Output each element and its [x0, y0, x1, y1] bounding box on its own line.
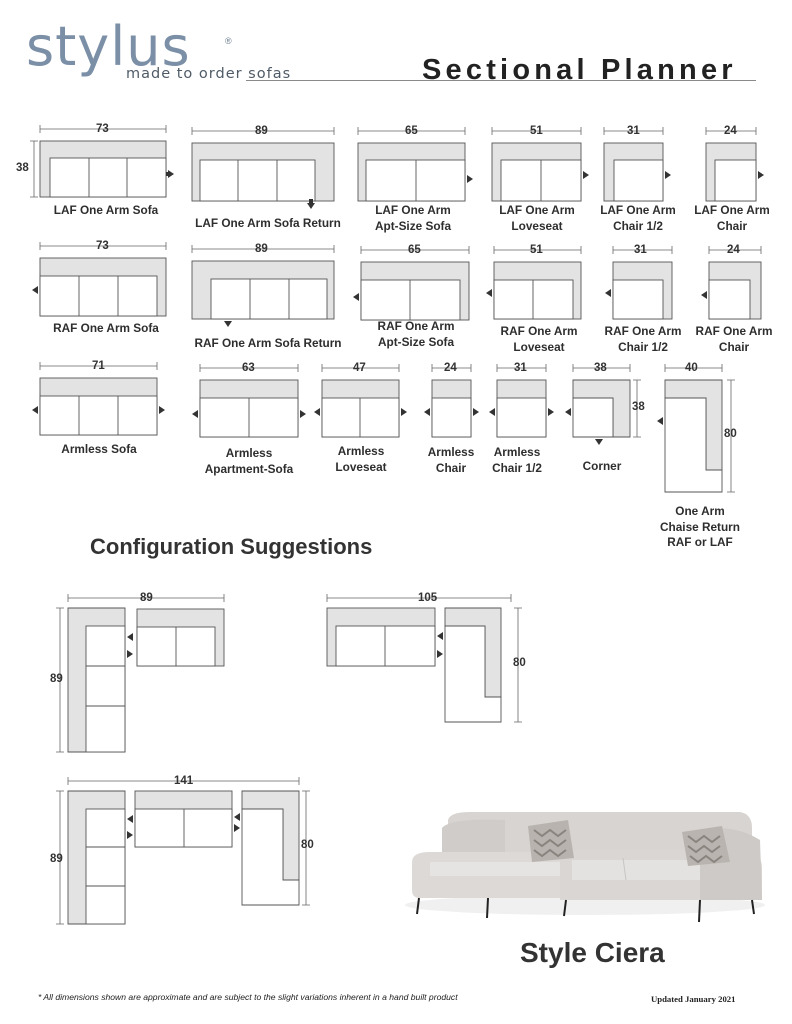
brand-logo: stylus: [26, 15, 191, 78]
piece-label: LAF One Arm Chair: [694, 203, 770, 233]
piece-label: Armless Apartment-Sofa: [204, 446, 294, 476]
piece-corner: [573, 380, 630, 437]
piece-label: Armless Loveseat: [335, 444, 387, 474]
piece-label: LAF One Arm Loveseat: [499, 203, 575, 233]
dim-width: 40: [685, 362, 698, 374]
piece-raf-sofa-return: [192, 261, 334, 319]
dim-width: 31: [634, 244, 647, 256]
dim-depth: 80: [513, 657, 526, 669]
dim-width: 31: [514, 362, 527, 374]
piece-armless-apt-sofa: [200, 380, 298, 437]
dim-width: 89: [255, 243, 268, 255]
page-title: Sectional Planner: [422, 54, 737, 86]
piece-raf-chair-half: [613, 262, 672, 319]
sofa-photo: [405, 812, 765, 922]
footnote: * All dimensions shown are approximate and are subject to the slight variations inherent in a hand built product: [38, 992, 458, 1002]
section-heading: Configuration Suggestions: [90, 534, 373, 559]
dim-width: 24: [727, 244, 740, 256]
piece-chaise-return: [665, 380, 722, 492]
piece-raf-apt-sofa: [361, 262, 469, 320]
piece-label: Armless Chair: [427, 445, 475, 475]
piece-label: One Arm Chaise Return RAF or LAF: [660, 504, 740, 549]
dim-width: 47: [353, 362, 366, 374]
pillow-left: [528, 820, 574, 862]
piece-laf-chair-half: [604, 143, 663, 201]
registered-mark: ®: [225, 36, 232, 46]
piece-label: RAF One Arm Chair 1/2: [604, 324, 682, 354]
dim-width: 89: [140, 592, 153, 604]
piece-label: LAF One Arm Sofa: [53, 203, 159, 217]
piece-raf-sofa: [40, 258, 166, 316]
dim-width: 38: [594, 362, 607, 374]
dim-width: 51: [530, 244, 543, 256]
dim-depth: 80: [724, 428, 737, 440]
dim-width: 24: [444, 362, 457, 374]
piece-laf-chair: [706, 143, 756, 201]
piece-label: RAF One Arm Apt-Size Sofa: [377, 319, 455, 349]
piece-label: RAF One Arm Sofa: [53, 321, 159, 335]
dim-depth: 89: [50, 853, 63, 865]
dim-width: 51: [530, 125, 543, 137]
dim-width: 63: [242, 362, 255, 374]
piece-armless-chair-half: [497, 380, 546, 437]
dim-width: 65: [405, 125, 418, 137]
piece-laf-sofa: [40, 141, 166, 197]
piece-label: LAF One Arm Chair 1/2: [600, 203, 676, 233]
piece-label: LAF One Arm Apt-Size Sofa: [374, 203, 452, 233]
config-2: [327, 608, 501, 722]
brand-tagline: made to order sofas: [126, 66, 292, 82]
config-3: [68, 791, 299, 924]
dim-depth: 38: [632, 401, 645, 413]
piece-armless-sofa: [40, 378, 157, 435]
pillow-right: [682, 826, 730, 866]
piece-laf-sofa-return: [192, 143, 334, 201]
dim-width: 24: [724, 125, 737, 137]
dim-width: 65: [408, 244, 421, 256]
config-1: [68, 608, 224, 752]
dim-width: 89: [255, 125, 268, 137]
dim-width: 71: [92, 360, 105, 372]
piece-label: RAF One Arm Loveseat: [500, 324, 578, 354]
piece-label: LAF One Arm Sofa Return: [195, 216, 341, 230]
dim-width: 73: [96, 240, 109, 252]
dim-depth: 38: [16, 162, 29, 174]
dim-width: 31: [627, 125, 640, 137]
style-name: Style Ciera: [520, 937, 665, 968]
updated-date: Updated January 2021: [651, 994, 736, 1004]
piece-laf-apt-sofa: [358, 143, 465, 201]
piece-armless-chair: [432, 380, 471, 437]
piece-raf-chair: [709, 262, 761, 319]
piece-label: Armless Sofa: [61, 442, 137, 456]
piece-laf-loveseat: [492, 143, 581, 201]
dim-width: 105: [418, 592, 438, 604]
piece-label: RAF One Arm Chair: [695, 324, 773, 354]
piece-label: Corner: [582, 459, 622, 473]
piece-label: RAF One Arm Sofa Return: [194, 336, 342, 350]
dim-depth: 89: [50, 673, 63, 685]
dim-width: 141: [174, 775, 194, 787]
dim-width: 73: [96, 123, 109, 135]
piece-label: Armless Chair 1/2: [492, 445, 542, 475]
dim-depth: 80: [301, 839, 314, 851]
piece-armless-loveseat: [322, 380, 399, 437]
piece-raf-loveseat: [494, 262, 581, 319]
